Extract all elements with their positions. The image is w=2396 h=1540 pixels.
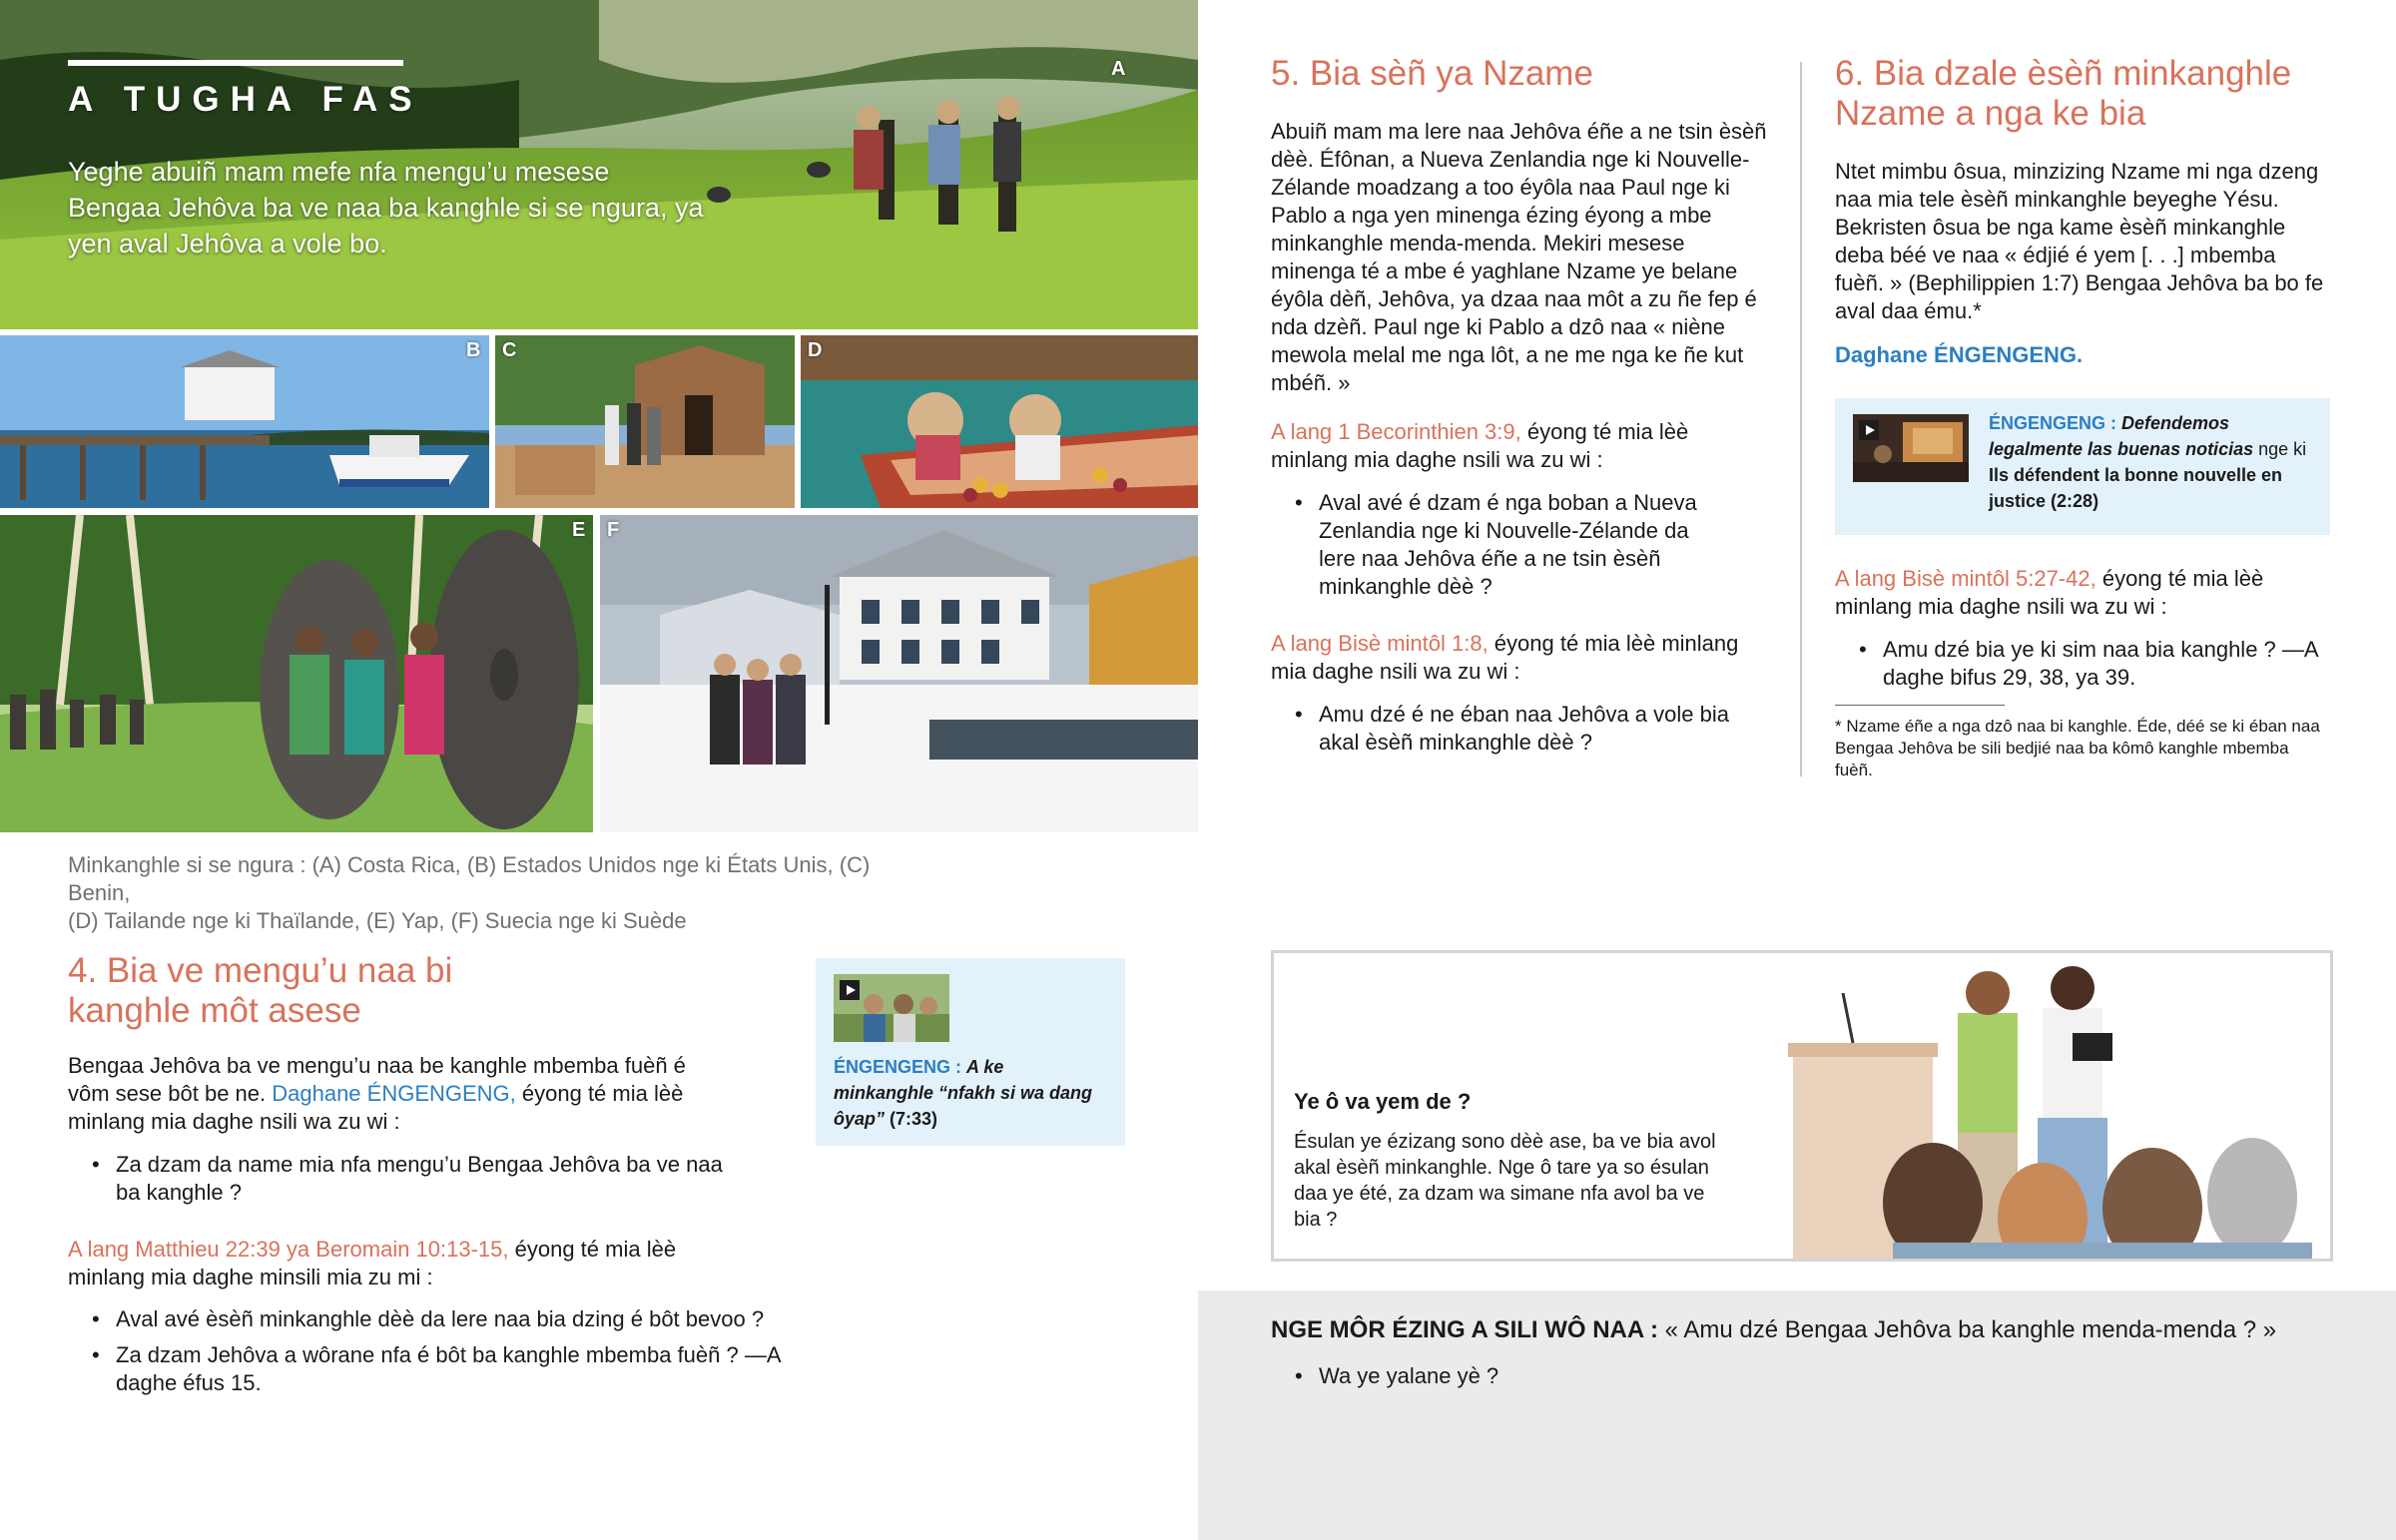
meeting-illustration (1773, 953, 2330, 1259)
photo-letter-d: D (808, 339, 823, 361)
photo-letter-f: F (607, 519, 620, 541)
play-icon (1859, 420, 1879, 440)
section-6-video-title: Defendemos legalmente las buenas noticias (1989, 413, 2254, 459)
question-box (1271, 950, 2333, 1262)
review-quote: « Amu dzé Bengaa Jehôva ba kanghle menda-menda ? » (1657, 1316, 2277, 1343)
section-4-video-box[interactable] (816, 958, 1125, 1146)
section-6-video-label: ÉNGENGENG : (1989, 413, 2117, 433)
section-6-title-line-1: 6. Bia dzale èsèñ minkanghle (1835, 54, 2292, 93)
photo-thailand-boat-market (801, 335, 1198, 508)
section-6-footnote: * Nzame éñe a nga dzô naa bi kanghle. Éde, déé se ki éban naa Bengaa Jehôva be sili bedjié naa ba kômô kanghle mbemba fuèñ. (1835, 717, 2320, 779)
section-6-video-time: (2:28) (2051, 491, 2099, 511)
section-4-reading-text: éyong té mia lèè minlang mia daghe minsili mia zu mi : (68, 1237, 677, 1289)
section-4-question-3: • Za dzam Jehôva a wôrane nfa é bôt ba kanghle mbemba fuèñ ? —A daghe éfus 15. (68, 1341, 787, 1397)
section-5-question-2: • Amu dzé é ne éban naa Jehôva a vole bia akal èsèñ minkanghle dèè ? (1271, 701, 1730, 757)
section-5-questions-1 (1271, 489, 1730, 601)
section-5-body: Abuiñ mam ma lere naa Jehôva éñe a ne tsin èsèñ dèè. Éfônan, a Nueva Zenlandia nge ki Nouvelle-Zélande moadzang a too éyôla naa Paul nge ki Pablo a nga yen minenga ézing éyong a mbe minkanghle menda-menda. Mekiri mesese minenga té a mbe é yaghlane Nzame ye belane éyôla dèñ, Jehôva, ya dzaa naa môt a zu ñe fep é nda dzèñ. Paul nge ki Pablo a dzô naa « niène mewola melal me nga lôt, a ne me nga ke ñe kut mbéñ. » (1271, 119, 1767, 395)
section-5-reading-2-text: éyong té mia lèè minlang mia daghe nsili wa zu wi : (1271, 631, 1739, 684)
column-divider (1800, 62, 1802, 776)
section-6-scripture-ref[interactable]: A lang Bisè mintôl 5:27-42, (1835, 566, 2096, 591)
review-question (1271, 1316, 2369, 1344)
photo-letter-c: C (502, 339, 517, 361)
section-4-questions-1 (68, 1151, 727, 1207)
section-4-video-thumbnail[interactable] (834, 974, 949, 1042)
hero-intro-text: Yeghe abuiñ mam mefe nfa mengu’u mesese Bengaa Jehôva ba ve naa ba kanghle si se ngura, ya yen aval Jehôva a vole bo. (68, 157, 704, 258)
photo-letter-a: A (1111, 58, 1126, 80)
section-5-reading-1-text: éyong té mia lèè minlang mia daghe nsili wa zu wi : (1271, 419, 1689, 472)
section-5-title: 5. Bia sèñ ya Nzame (1271, 54, 1593, 93)
section-4-intro-text: Bengaa Jehôva ba ve mengu’u naa be kanghle mbemba fuèñ é vôm sese bôt be ne. (68, 1053, 686, 1106)
photo-yap-stone-money (0, 515, 593, 832)
footnote-rule (1835, 705, 2005, 706)
play-icon (840, 980, 860, 1000)
review-answer-1: • Wa ye yalane yè ? (1271, 1362, 2269, 1390)
section-4-title (68, 951, 767, 1031)
section-4-title-line-2: kanghle môt asese (68, 991, 361, 1030)
review-panel (1198, 1290, 2396, 1540)
section-6-video-connector: nge ki (2253, 439, 2307, 459)
section-4-video-link[interactable]: Daghane ÉNGENGENG, (272, 1081, 516, 1106)
section-4-questions-2 (68, 1305, 787, 1397)
section-4-reading (68, 1236, 727, 1291)
section-6-title (1835, 54, 2354, 134)
photo-caption (68, 851, 906, 935)
section-4-video-caption (834, 1054, 1103, 1132)
question-box-title: Ye ô va yem de ? (1294, 1089, 1472, 1114)
section-5-scripture-ref-2[interactable]: A lang Bisè mintôl 1:8, (1271, 631, 1489, 656)
section-6-video-title-2: Ils défendent la bonne nouvelle en justice (1989, 465, 2283, 511)
section-4-video-time: (7:33) (890, 1109, 938, 1129)
section-5-reading-1 (1271, 418, 1770, 474)
section-6-body: Ntet mimbu ôsua, minzizing Nzame mi nga dzeng naa mia tele èsèñ minkanghle beyeghe Yésu. Bekristen ôsua be nga kame èsèñ minkanghle deba béé ve naa « édjié é yem [. . .] mbemba fuèñ. » (Bephilippien 1:7) Bengaa Jehôva ba bo fe aval daa ému.* (1835, 159, 2324, 323)
hero-rule (68, 60, 403, 66)
section-4-video-title: A ke minkanghle “nfakh si wa dang ôyap” (834, 1057, 1093, 1129)
section-6-question-1: • Amu dzé bia ye ki sim naa bia kanghle ? —A daghe bifus 29, 38, ya 39. (1835, 636, 2324, 692)
section-6-questions (1835, 636, 2324, 692)
section-4-intro (68, 1052, 727, 1136)
review-answers (1271, 1362, 2269, 1390)
section-5-scripture-ref-1[interactable]: A lang 1 Becorinthien 3:9, (1271, 419, 1521, 444)
section-4-video-label: ÉNGENGENG : (834, 1057, 962, 1077)
section-4-intro-text-end: éyong té mia lèè minlang mia daghe nsili wa zu wi : (68, 1081, 684, 1134)
photo-caption-line-1: Minkanghle si se ngura : (A) Costa Rica, (B) Estados Unidos nge ki États Unis, (C) Benin, (68, 852, 871, 905)
section-6-video-link[interactable]: Daghane ÉNGENGENG. (1835, 342, 2084, 367)
section-6-video-thumbnail[interactable] (1853, 414, 1969, 482)
section-6-video-box[interactable] (1835, 398, 2330, 535)
photo-united-states-pier (0, 335, 489, 508)
section-4-question-2: • Aval avé èsèñ minkanghle dèè da lere naa bia dzing é bôt bevoo ? (68, 1305, 787, 1333)
section-4-scripture-ref[interactable]: A lang Matthieu 22:39 ya Beromain 10:13-15, (68, 1237, 509, 1262)
photo-letter-e: E (572, 519, 586, 541)
section-6-reading-text: éyong té mia lèè minlang mia daghe nsili wa zu wi : (1835, 566, 2264, 619)
section-5-reading-2 (1271, 630, 1770, 686)
review-lead: NGE MÔR ÉZING A SILI WÔ NAA : (1271, 1316, 1658, 1343)
section-6-title-line-2: Nzame a nga ke bia (1835, 94, 2146, 133)
section-4-question-1: • Za dzam da name mia nfa mengu’u Bengaa Jehôva ba ve naa ba kanghle ? (68, 1151, 727, 1207)
section-5-questions-2 (1271, 701, 1730, 757)
photo-benin-village (495, 335, 795, 508)
section-4-title-line-1: 4. Bia ve mengu’u naa bi (68, 951, 453, 990)
question-box-text: Ésulan ye ézizang sono dèè ase, ba ve bia avol akal èsèñ minkanghle. Nge ô tare ya so ésulan daa ye été, za dzam wa simane nfa avol ba ve bia ? (1294, 1131, 1716, 1231)
section-5-question-1: • Aval avé é dzam é nga boban a Nueva Zenlandia nge ki Nouvelle-Zélande da lere naa Jehôva éñe a ne tsin èsèñ minkanghle dèè ? (1271, 489, 1730, 601)
photo-sweden-winter (600, 515, 1198, 832)
photo-letter-b: B (466, 339, 481, 361)
section-6-reading (1835, 565, 2334, 621)
photo-caption-line-2: (D) Tailande nge ki Thaïlande, (E) Yap, (F) Suecia nge ki Suède (68, 908, 687, 933)
section-6-video-caption (1989, 410, 2318, 514)
hero-kicker: A TUGHA FAS (68, 80, 423, 119)
